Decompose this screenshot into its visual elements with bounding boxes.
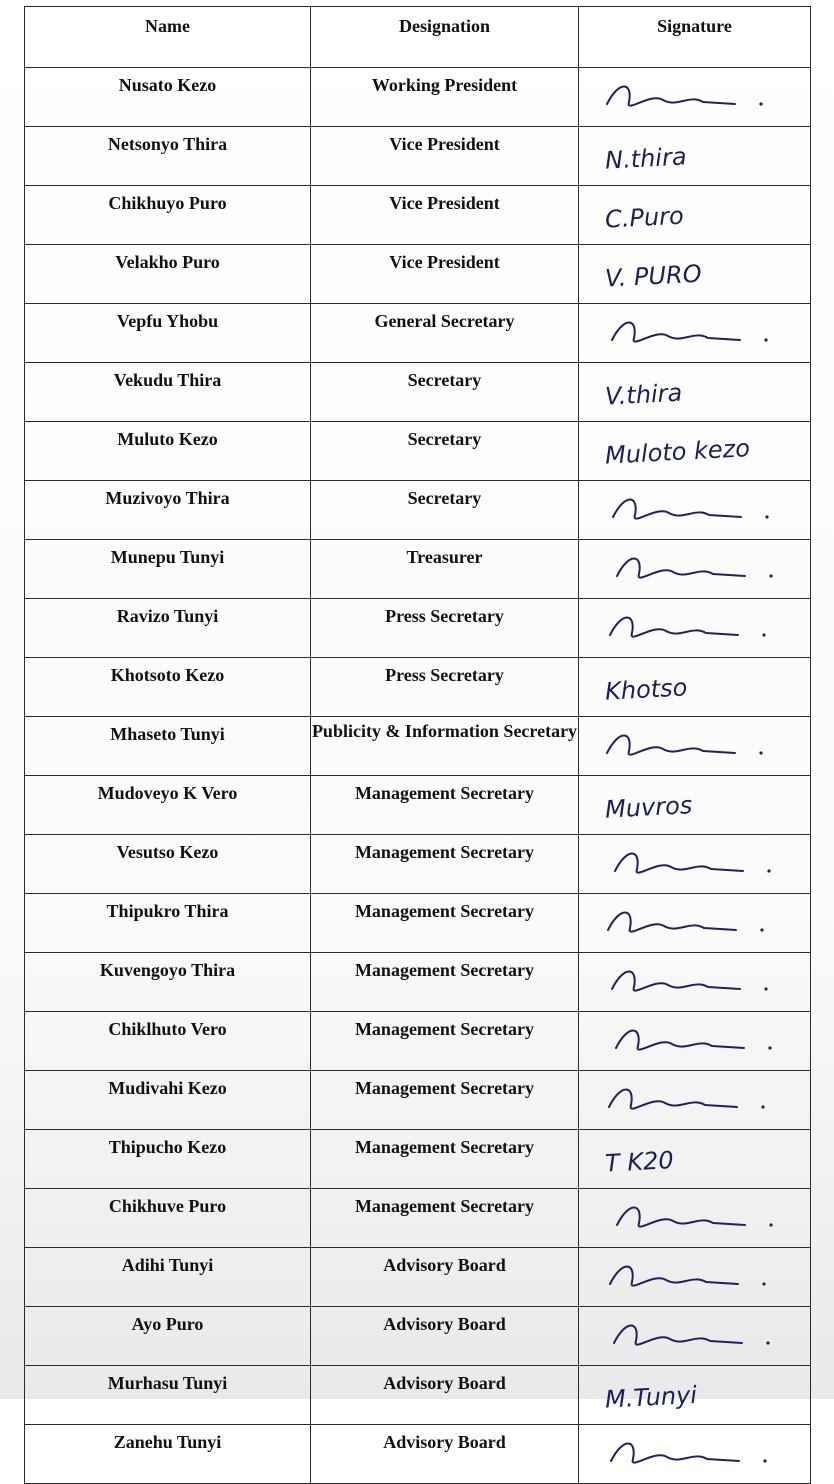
signature-cell: [579, 422, 811, 481]
handwritten-signature: Khotso: [604, 673, 688, 706]
member-designation: Management Secretary: [311, 776, 579, 835]
table-row: [25, 894, 811, 953]
member-name: Vepfu Yhobu: [25, 304, 311, 363]
signature-cell: [579, 599, 811, 658]
member-name: Netsonyo Thira: [25, 127, 311, 186]
member-name: Thipukro Thira: [25, 894, 311, 953]
header-row: [25, 7, 811, 68]
member-name: Muzivoyo Thira: [25, 481, 311, 540]
member-designation: Vice President: [311, 186, 579, 245]
table-row: [25, 1366, 811, 1425]
signature-cell: [579, 776, 811, 835]
signature-cell: [579, 127, 811, 186]
table-row: [25, 1425, 811, 1484]
signature-cell: [579, 835, 811, 894]
member-name: Adihi Tunyi: [25, 1248, 311, 1307]
table-row: [25, 127, 811, 186]
table-row: [25, 717, 811, 776]
member-name: Munepu Tunyi: [25, 540, 311, 599]
member-name: Mudivahi Kezo: [25, 1071, 311, 1130]
member-name: Ayo Puro: [25, 1307, 311, 1366]
table-row: [25, 599, 811, 658]
signature-cell: [579, 363, 811, 422]
table-row: [25, 776, 811, 835]
signature-scribble: [585, 310, 805, 356]
member-designation: Management Secretary: [311, 953, 579, 1012]
member-designation: Management Secretary: [311, 1130, 579, 1189]
signature-scribble: [585, 723, 805, 769]
handwritten-signature: T K20: [604, 1146, 675, 1178]
table-row: [25, 1071, 811, 1130]
table-row: [25, 1248, 811, 1307]
signature-cell: [579, 245, 811, 304]
member-designation: Management Secretary: [311, 894, 579, 953]
signature-cell: [579, 953, 811, 1012]
handwritten-signature: V. PURO: [604, 259, 703, 293]
handwritten-signature: M.Tunyi: [604, 1380, 698, 1414]
table-body: [25, 68, 811, 1484]
member-designation: Management Secretary: [311, 1071, 579, 1130]
member-designation: Management Secretary: [311, 835, 579, 894]
signature-cell: [579, 1130, 811, 1189]
handwritten-signature: Muvros: [604, 791, 693, 824]
member-name: Vesutso Kezo: [25, 835, 311, 894]
signature-cell: [579, 1012, 811, 1071]
signature-scribble: [585, 959, 805, 1005]
signature-cell: [579, 481, 811, 540]
handwritten-signature: Muloto kezo: [604, 434, 751, 470]
member-designation: Press Secretary: [311, 599, 579, 658]
member-designation: Treasurer: [311, 540, 579, 599]
signature-cell: [579, 304, 811, 363]
member-designation: Advisory Board: [311, 1248, 579, 1307]
member-designation: General Secretary: [311, 304, 579, 363]
signature-cell: [579, 540, 811, 599]
member-name: Chiklhuto Vero: [25, 1012, 311, 1071]
table-row: [25, 835, 811, 894]
handwritten-signature: V.thira: [604, 378, 683, 411]
signature-scribble: [585, 1254, 805, 1300]
table-row: [25, 1189, 811, 1248]
table-row: [25, 304, 811, 363]
member-designation: Advisory Board: [311, 1366, 579, 1425]
member-name: Mudoveyo K Vero: [25, 776, 311, 835]
table-row: [25, 422, 811, 481]
member-name: Thipucho Kezo: [25, 1130, 311, 1189]
member-name: Mhaseto Tunyi: [25, 717, 311, 776]
signature-cell: [579, 1189, 811, 1248]
member-designation: Management Secretary: [311, 1012, 579, 1071]
signature-scribble: [585, 487, 805, 533]
signature-cell: [579, 1248, 811, 1307]
member-name: Kuvengoyo Thira: [25, 953, 311, 1012]
header-signature: Signature: [579, 7, 811, 68]
signature-cell: [579, 717, 811, 776]
signature-cell: [579, 1366, 811, 1425]
signature-cell: [579, 658, 811, 717]
signature-scribble: [585, 1431, 805, 1477]
member-designation: Advisory Board: [311, 1425, 579, 1484]
signature-scribble: [585, 1195, 805, 1241]
member-name: Chikhuve Puro: [25, 1189, 311, 1248]
member-designation: Management Secretary: [311, 1189, 579, 1248]
signature-cell: [579, 68, 811, 127]
table-row: [25, 658, 811, 717]
header-designation: Designation: [311, 7, 579, 68]
table-row: [25, 540, 811, 599]
member-designation: Secretary: [311, 363, 579, 422]
signature-scribble: [585, 900, 805, 946]
member-designation: Vice President: [311, 127, 579, 186]
member-name: Chikhuyo Puro: [25, 186, 311, 245]
member-designation: Vice President: [311, 245, 579, 304]
signature-scribble: [585, 74, 805, 120]
member-name: Muluto Kezo: [25, 422, 311, 481]
member-designation: Press Secretary: [311, 658, 579, 717]
signature-cell: [579, 1307, 811, 1366]
member-designation: Secretary: [311, 422, 579, 481]
signature-scribble: [585, 841, 805, 887]
signature-cell: [579, 186, 811, 245]
member-name: Vekudu Thira: [25, 363, 311, 422]
member-designation: Working President: [311, 68, 579, 127]
member-name: Nusato Kezo: [25, 68, 311, 127]
member-name: Zanehu Tunyi: [25, 1425, 311, 1484]
member-name: Khotsoto Kezo: [25, 658, 311, 717]
handwritten-signature: C.Puro: [604, 201, 685, 234]
member-name: Velakho Puro: [25, 245, 311, 304]
signature-cell: [579, 1071, 811, 1130]
member-designation: Secretary: [311, 481, 579, 540]
signature-table: [24, 6, 811, 1484]
signature-cell: [579, 1425, 811, 1484]
table-row: [25, 363, 811, 422]
table-row: [25, 1130, 811, 1189]
member-name: Murhasu Tunyi: [25, 1366, 311, 1425]
header-name: Name: [25, 7, 311, 68]
table-row: [25, 68, 811, 127]
table-row: [25, 1307, 811, 1366]
signature-scribble: [585, 1313, 805, 1359]
table-row: [25, 1012, 811, 1071]
signature-scribble: [585, 546, 805, 592]
signature-scribble: [585, 605, 805, 651]
member-name: Ravizo Tunyi: [25, 599, 311, 658]
member-designation: Publicity & Information Secretary: [311, 717, 579, 776]
table-row: [25, 953, 811, 1012]
handwritten-signature: N.thira: [604, 142, 688, 175]
table-row: [25, 186, 811, 245]
signature-scribble: [585, 1077, 805, 1123]
member-designation: Advisory Board: [311, 1307, 579, 1366]
table-row: [25, 245, 811, 304]
signature-cell: [579, 894, 811, 953]
table-row: [25, 481, 811, 540]
signature-scribble: [585, 1018, 805, 1064]
